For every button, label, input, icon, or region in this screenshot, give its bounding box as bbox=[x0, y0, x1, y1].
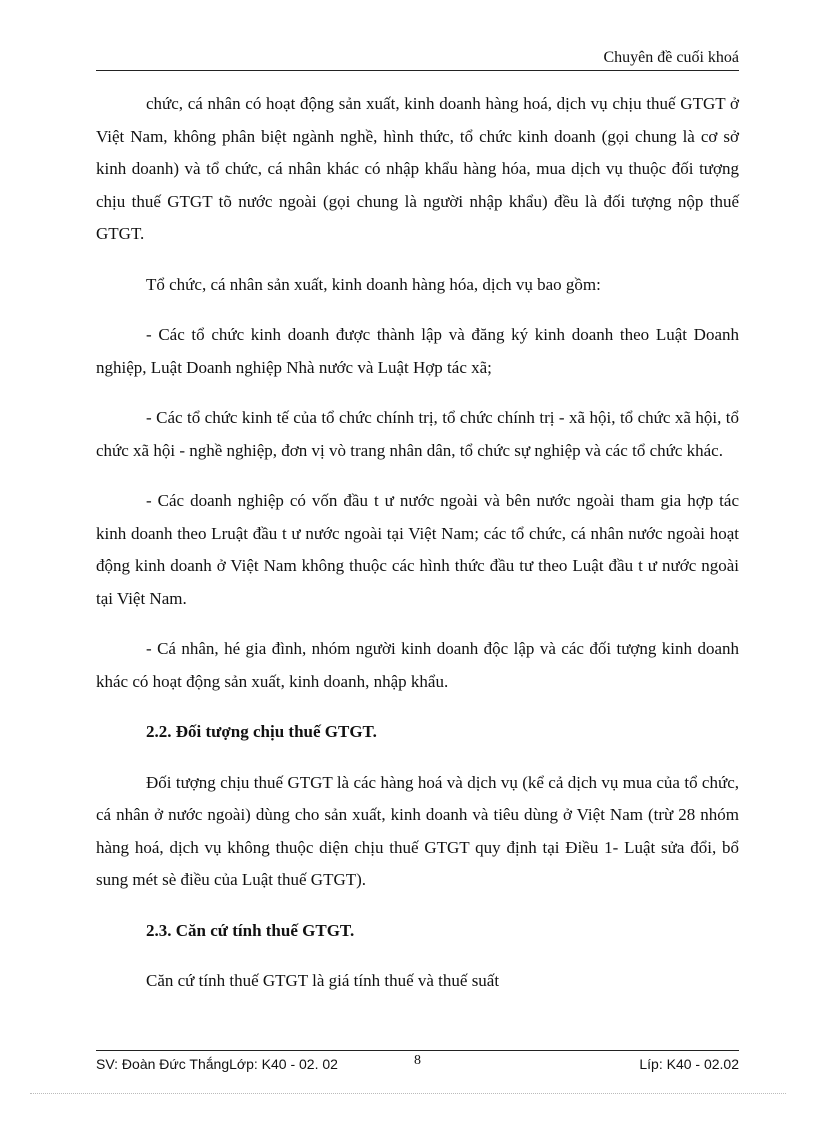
paragraph-list-item-3: - Các doanh nghiệp có vốn đầu t ư nước ngoài và bên nước ngoài tham gia hợp tác kinh doanh theo Lruật đầu t ư nước ngoài tại Việt Nam; các tổ chức, cá nhân nước ngoài hoạt động kinh doanh ở Việt Nam không thuộc các hình thức đầu tư theo Luật đầu t ư nước ngoài tại Việt Nam. bbox=[96, 491, 739, 608]
section-heading-2-3: 2.3. Căn cứ tính thuế GTGT. bbox=[146, 920, 355, 940]
paragraph-section-2-3: Căn cứ tính thuế GTGT là giá tính thuế và thuế suất bbox=[146, 971, 500, 990]
page-footer bbox=[96, 1050, 739, 1077]
paragraph-list-item-1: - Các tổ chức kinh doanh được thành lập và đăng ký kinh doanh theo Luật Doanh nghiệp, Luật Doanh nghiệp Nhà nước và Luật Hợp tác xã; bbox=[96, 325, 739, 377]
section-heading-2-2: 2.2. Đối tượng chịu thuế GTGT. bbox=[146, 722, 377, 741]
paragraph-entities-include: Tổ chức, cá nhân sản xuất, kinh doanh hàng hóa, dịch vụ bao gồm: bbox=[146, 274, 601, 294]
page-number: 8 bbox=[414, 1053, 421, 1068]
paragraph-section-2-2: Đối tượng chịu thuế GTGT là các hàng hoá và dịch vụ (kể cả dịch vụ mua của tổ chức, cá nhân ở nước ngoài) dùng cho sản xuất, kinh doanh và tiêu dùng ở Việt Nam (trừ 28 nhóm hàng hoá, dịch vụ không thuộc diện chịu thuế GTGT quy định tại Điều 1- Luật sửa đổi, bổ sung mét sè điều của Luật thuế GTGT). bbox=[96, 772, 739, 889]
footer-class-info: Líp: K40 - 02.02 bbox=[639, 1056, 739, 1072]
page-header bbox=[96, 48, 739, 71]
header-title: Chuyên đề cuối khoá bbox=[603, 49, 739, 66]
paragraph-list-item-2: - Các tổ chức kinh tế của tổ chức chính trị, tổ chức chính trị - xã hội, tổ chức xã hội, tổ chức xã hội - nghề nghiệp, đơn vị vò trang nhân dân, tổ chức sự nghiệp và các tổ chức khác. bbox=[96, 408, 739, 460]
paragraph-list-item-4: - Cá nhân, hé gia đình, nhóm người kinh doanh độc lập và các đối tượng kinh doanh khác có hoạt động sản xuất, kinh doanh, nhập khẩu. bbox=[96, 639, 739, 691]
page-bottom-divider bbox=[30, 1093, 786, 1094]
footer-student-info: SV: Đoàn Đức ThắngLớp: K40 - 02. 02 bbox=[96, 1056, 338, 1072]
paragraph-taxpayers-intro: chức, cá nhân có hoạt động sản xuất, kinh doanh hàng hoá, dịch vụ chịu thuế GTGT ở Việt Nam, không phân biệt ngành nghề, hình thức, tổ chức kinh doanh (gọi chung là cơ sở kinh doanh) và tổ chức, cá nhân khác có nhập khẩu hàng hóa, mua dịch vụ thuộc đối tượng chịu thuế GTGT tõ nước ngoài (gọi chung là người nhập khẩu) đều là đối tượng nộp thuế GTGT. bbox=[96, 94, 739, 243]
document-body bbox=[96, 88, 739, 1016]
